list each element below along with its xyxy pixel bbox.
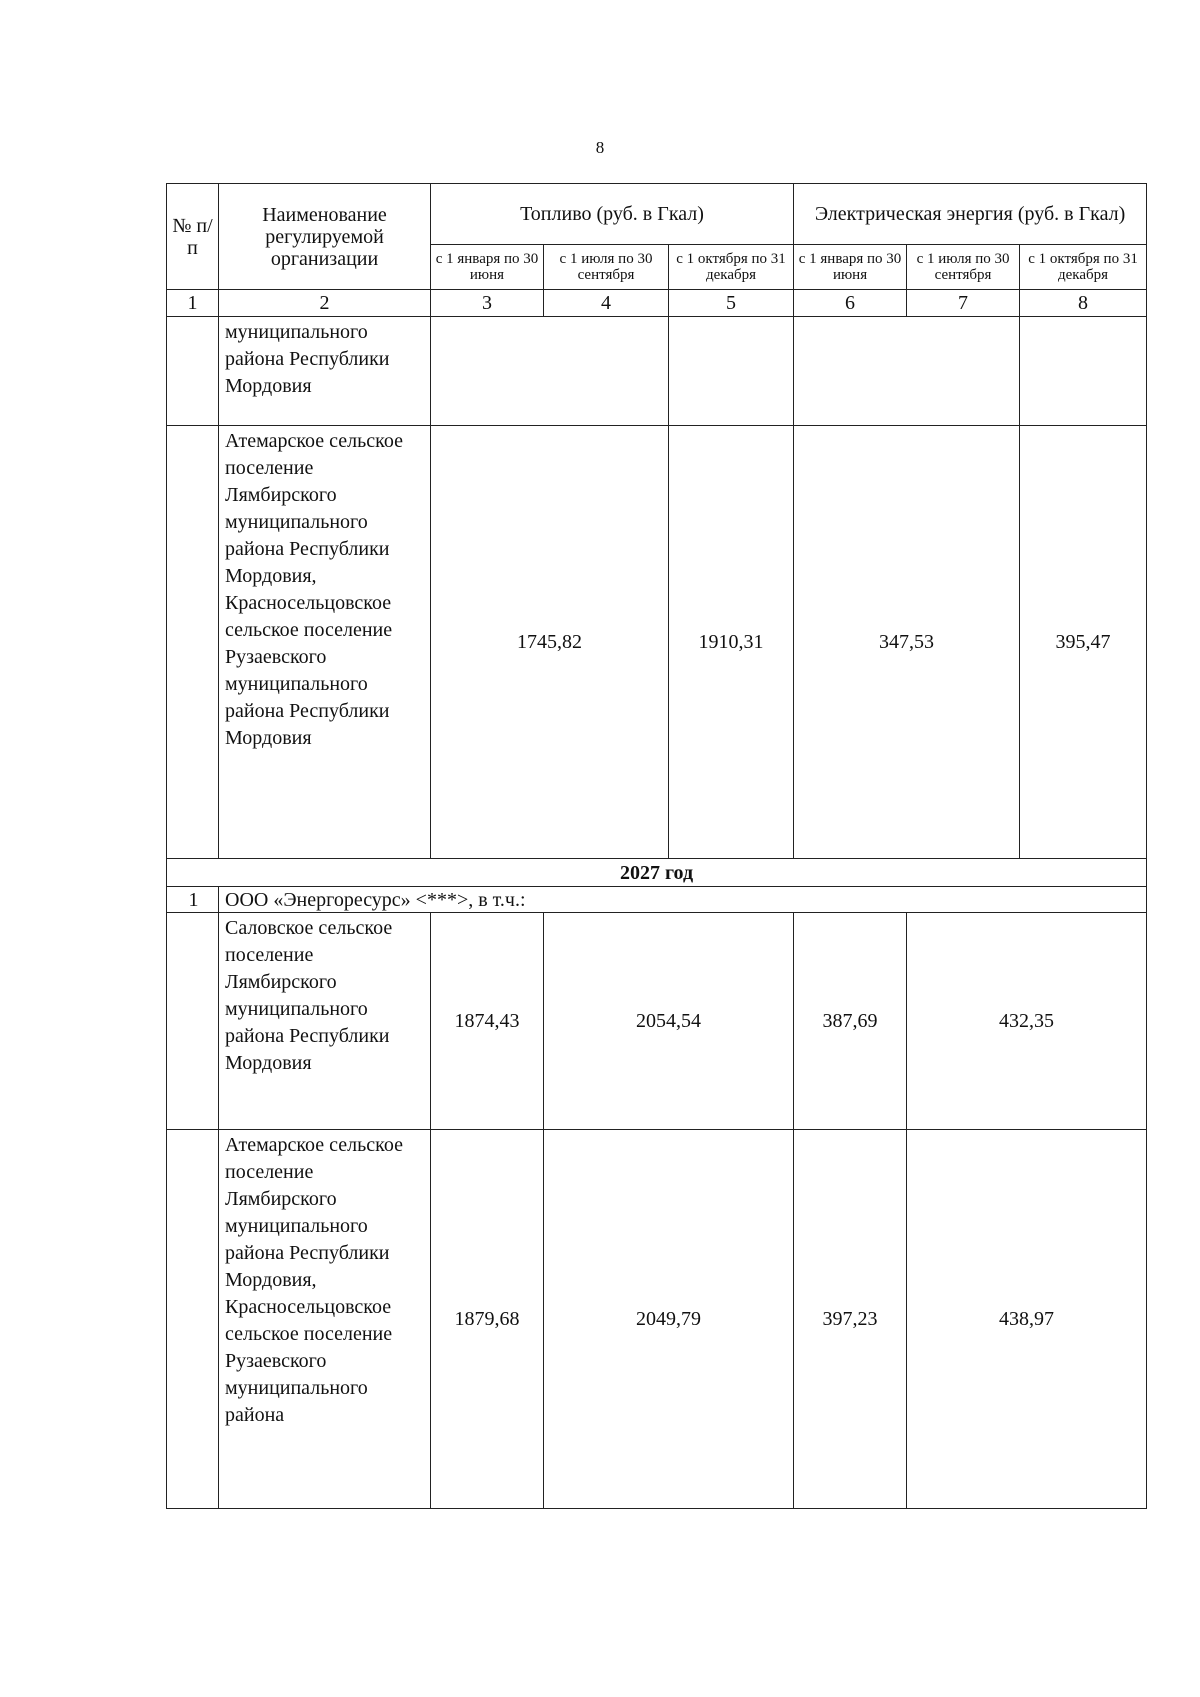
column-index: 1 bbox=[167, 290, 219, 317]
fuel-value: 1745,82 bbox=[431, 426, 669, 859]
column-index: 3 bbox=[431, 290, 544, 317]
fuel-value: 1910,31 bbox=[669, 426, 794, 859]
table-row bbox=[167, 1130, 1147, 1509]
column-index-row bbox=[167, 290, 1147, 317]
organization-name: Атемарское сельское поселение Лямбирского муниципального района Республики Мордовия, Красносельцовское сельское поселение Рузаевского муниципального района bbox=[219, 1130, 431, 1509]
header-period: с 1 октября по 31 декабря bbox=[669, 245, 794, 290]
header-period: с 1 июля по 30 сентября bbox=[544, 245, 669, 290]
fuel-value: 2054,54 bbox=[544, 913, 794, 1130]
page-number: 8 bbox=[595, 138, 605, 157]
organization-name: Атемарское сельское поселение Лямбирского муниципального района Республики Мордовия, Красносельцовское сельское поселение Рузаевского муниципального района Республики Мордовия bbox=[219, 426, 431, 859]
header-num: № п/п bbox=[167, 184, 219, 290]
header-name: Наименование регулируемой организации bbox=[219, 184, 431, 290]
column-index: 5 bbox=[669, 290, 794, 317]
column-index: 6 bbox=[794, 290, 907, 317]
column-index: 7 bbox=[907, 290, 1020, 317]
header-row-1 bbox=[167, 184, 1147, 245]
organization-row bbox=[167, 887, 1147, 913]
organization-name: Саловское сельское поселение Лямбирского муниципального района Республики Мордовия bbox=[219, 913, 431, 1130]
organization-name: муниципального района Республики Мордовия bbox=[219, 317, 431, 426]
electricity-value: 438,97 bbox=[907, 1130, 1147, 1509]
electricity-value: 432,35 bbox=[907, 913, 1147, 1130]
table-row bbox=[167, 317, 1147, 426]
column-index: 8 bbox=[1020, 290, 1147, 317]
electricity-value: 395,47 bbox=[1020, 426, 1147, 859]
organization-title: ООО «Энергоресурс» <***>, в т.ч.: bbox=[219, 887, 1147, 913]
header-fuel: Топливо (руб. в Гкал) bbox=[431, 184, 794, 245]
electricity-value: 387,69 bbox=[794, 913, 907, 1130]
header-electricity: Электрическая энергия (руб. в Гкал) bbox=[794, 184, 1147, 245]
header-period: с 1 января по 30 июня bbox=[431, 245, 544, 290]
tariff-table bbox=[166, 183, 1147, 1509]
fuel-value: 1879,68 bbox=[431, 1130, 544, 1509]
year-row bbox=[167, 859, 1147, 887]
table-row bbox=[167, 913, 1147, 1130]
organization-number: 1 bbox=[167, 887, 219, 913]
fuel-value: 1874,43 bbox=[431, 913, 544, 1130]
year-label: 2027 год bbox=[167, 859, 1147, 887]
electricity-value: 397,23 bbox=[794, 1130, 907, 1509]
header-period: с 1 января по 30 июня bbox=[794, 245, 907, 290]
header-period: с 1 июля по 30 сентября bbox=[907, 245, 1020, 290]
column-index: 2 bbox=[219, 290, 431, 317]
column-index: 4 bbox=[544, 290, 669, 317]
header-period: с 1 октября по 31 декабря bbox=[1020, 245, 1147, 290]
electricity-value: 347,53 bbox=[794, 426, 1020, 859]
table-row bbox=[167, 426, 1147, 859]
fuel-value: 2049,79 bbox=[544, 1130, 794, 1509]
